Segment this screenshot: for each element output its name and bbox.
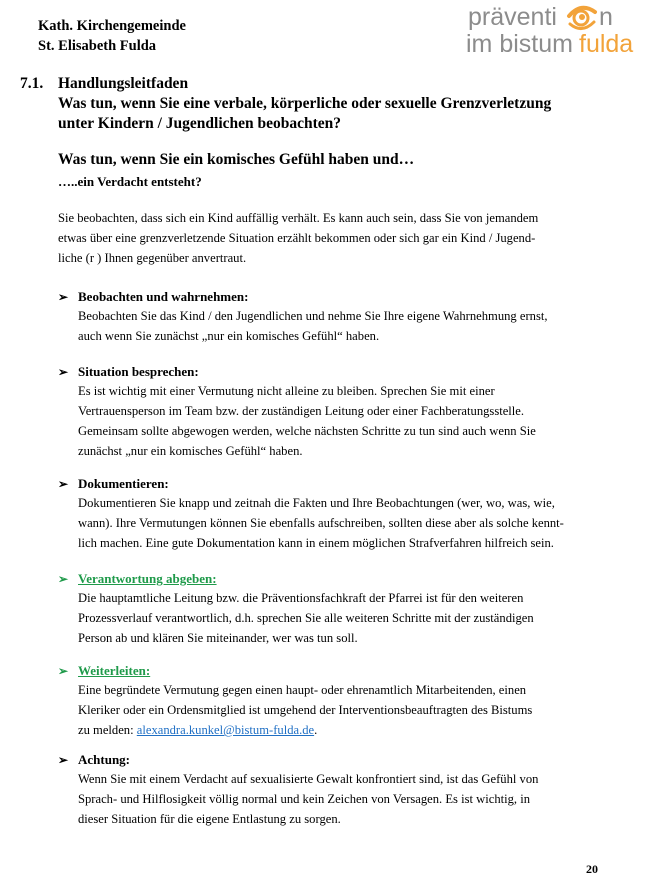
- question-2-title: Was tun, wenn Sie ein komisches Gefühl haben und…: [58, 151, 415, 168]
- step-title: Dokumentieren:: [78, 476, 169, 491]
- section-title: Handlungsleitfaden: [58, 75, 189, 92]
- step-text-line: Dokumentieren Sie knapp und zeitnah die Fakten und Ihre Beobachtungen (wer, wo, was, wie,: [78, 496, 555, 510]
- step-title: Achtung:: [78, 752, 131, 767]
- step-text-line: dieser Situation für die eigene Entlastung zu sorgen.: [78, 812, 341, 826]
- org-line-1: Kath. Kirchengemeinde: [38, 18, 186, 34]
- contact-suffix: .: [314, 723, 318, 737]
- logo-text-praeventi: präventi: [468, 3, 557, 31]
- question-2-subtitle: …..ein Verdacht entsteht?: [58, 174, 202, 189]
- logo-text-n: n: [599, 3, 613, 31]
- step-text-line: lich machen. Eine gute Dokumentation kann in einem möglichen Strafverfahren hilfreich sein.: [78, 536, 554, 550]
- praevention-logo: [466, 2, 646, 58]
- arrow-bullet-icon: ➢: [58, 753, 69, 767]
- step-forward: [58, 662, 618, 740]
- arrow-bullet-icon: ➢: [58, 365, 69, 379]
- section-question-line-2: unter Kindern / Jugendlichen beobachten?: [58, 115, 342, 132]
- step-title: Situation besprechen:: [78, 364, 199, 379]
- organization-name: [38, 16, 186, 56]
- step-title: Weiterleiten:: [78, 663, 151, 678]
- intro-paragraph: [58, 208, 603, 268]
- logo-graphic: [466, 2, 646, 58]
- logo-text-im-bistum: im bistum: [466, 30, 580, 58]
- contact-prefix: zu melden:: [78, 723, 137, 737]
- intro-line: liche (r ) Ihnen gegenüber anvertraut.: [58, 251, 247, 265]
- step-text-line: Wenn Sie mit einem Verdacht auf sexualisierte Gewalt konfrontiert sind, ist das Gefühl von: [78, 772, 539, 786]
- step-text-line: wann). Ihre Vermutungen können Sie ebenfalls aufschreiben, sollten diese aber als solche kennt-: [78, 516, 564, 530]
- step-text-line: Prozessverlauf verantwortlich, d.h. sprechen Sie alle weiteren Schritte mit der zuständigen: [78, 611, 534, 625]
- step-text-line: Kleriker oder ein Ordensmitglied ist umgehend der Interventionsbeauftragten des Bistums: [78, 703, 533, 717]
- step-discuss: [58, 363, 618, 461]
- step-title: Beobachten und wahrnehmen:: [78, 289, 249, 304]
- section-number: 7.1.: [20, 75, 44, 92]
- step-attention: [58, 751, 618, 829]
- arrow-bullet-icon: ➢: [58, 572, 69, 586]
- step-text-line: Die hauptamtliche Leitung bzw. die Präventionsfachkraft der Pfarrei ist für den weiteren: [78, 591, 524, 605]
- step-title: Verantwortung abgeben:: [78, 571, 217, 586]
- page-number: 20: [586, 862, 598, 876]
- org-line-2: St. Elisabeth Fulda: [38, 38, 157, 54]
- step-document: [58, 475, 618, 553]
- step-text-line: zunächst „nur ein komisches Gefühl“ haben.: [78, 444, 303, 458]
- step-observe: [58, 288, 618, 346]
- arrow-bullet-icon: ➢: [58, 290, 69, 304]
- step-text-line: auch wenn Sie zunächst „nur ein komisches Gefühl“ haben.: [78, 329, 380, 343]
- intro-line: Sie beobachten, dass sich ein Kind auffällig verhält. Es kann auch sein, dass Sie von jemandem: [58, 211, 539, 225]
- step-text-line: Sprach- und Hilflosigkeit völlig normal und kein Zeichen von Versagen. Es ist wichtig, in: [78, 792, 531, 806]
- step-text-line: Vertrauensperson im Team bzw. der zuständigen Leitung oder einer Fachberatungsstelle.: [78, 404, 525, 418]
- arrow-bullet-icon: ➢: [58, 664, 69, 678]
- eye-icon: [569, 8, 595, 29]
- step-text-line: Es ist wichtig mit einer Vermutung nicht alleine zu bleiben. Sprechen Sie mit einer: [78, 384, 495, 398]
- step-text-line: Gemeinsam sollte abgewogen werden, welche nächsten Schritte zu tun sind auch wenn Sie: [78, 424, 536, 438]
- email-link[interactable]: alexandra.kunkel@bistum-fulda.de: [136, 723, 315, 737]
- step-hand-over-responsibility: [58, 570, 618, 648]
- logo-text-fulda: fulda: [579, 30, 634, 58]
- step-text-line: Eine begründete Vermutung gegen einen haupt- oder ehrenamtlich Mitarbeitenden, einen: [78, 683, 527, 697]
- step-text-line: Beobachten Sie das Kind / den Jugendlichen und nehme Sie Ihre eigene Wahrnehmung ernst,: [78, 309, 548, 323]
- section-question-line-1: Was tun, wenn Sie eine verbale, körperliche oder sexuelle Grenzverletzung: [58, 95, 552, 112]
- step-text-line: Person ab und klären Sie miteinander, wer was tun soll.: [78, 631, 358, 645]
- intro-line: etwas über eine grenzverletzende Situation erzählt bekommen oder sich gar ein Kind / Jugend-: [58, 231, 536, 245]
- step-text-line-contact: [78, 720, 613, 740]
- arrow-bullet-icon: ➢: [58, 477, 69, 491]
